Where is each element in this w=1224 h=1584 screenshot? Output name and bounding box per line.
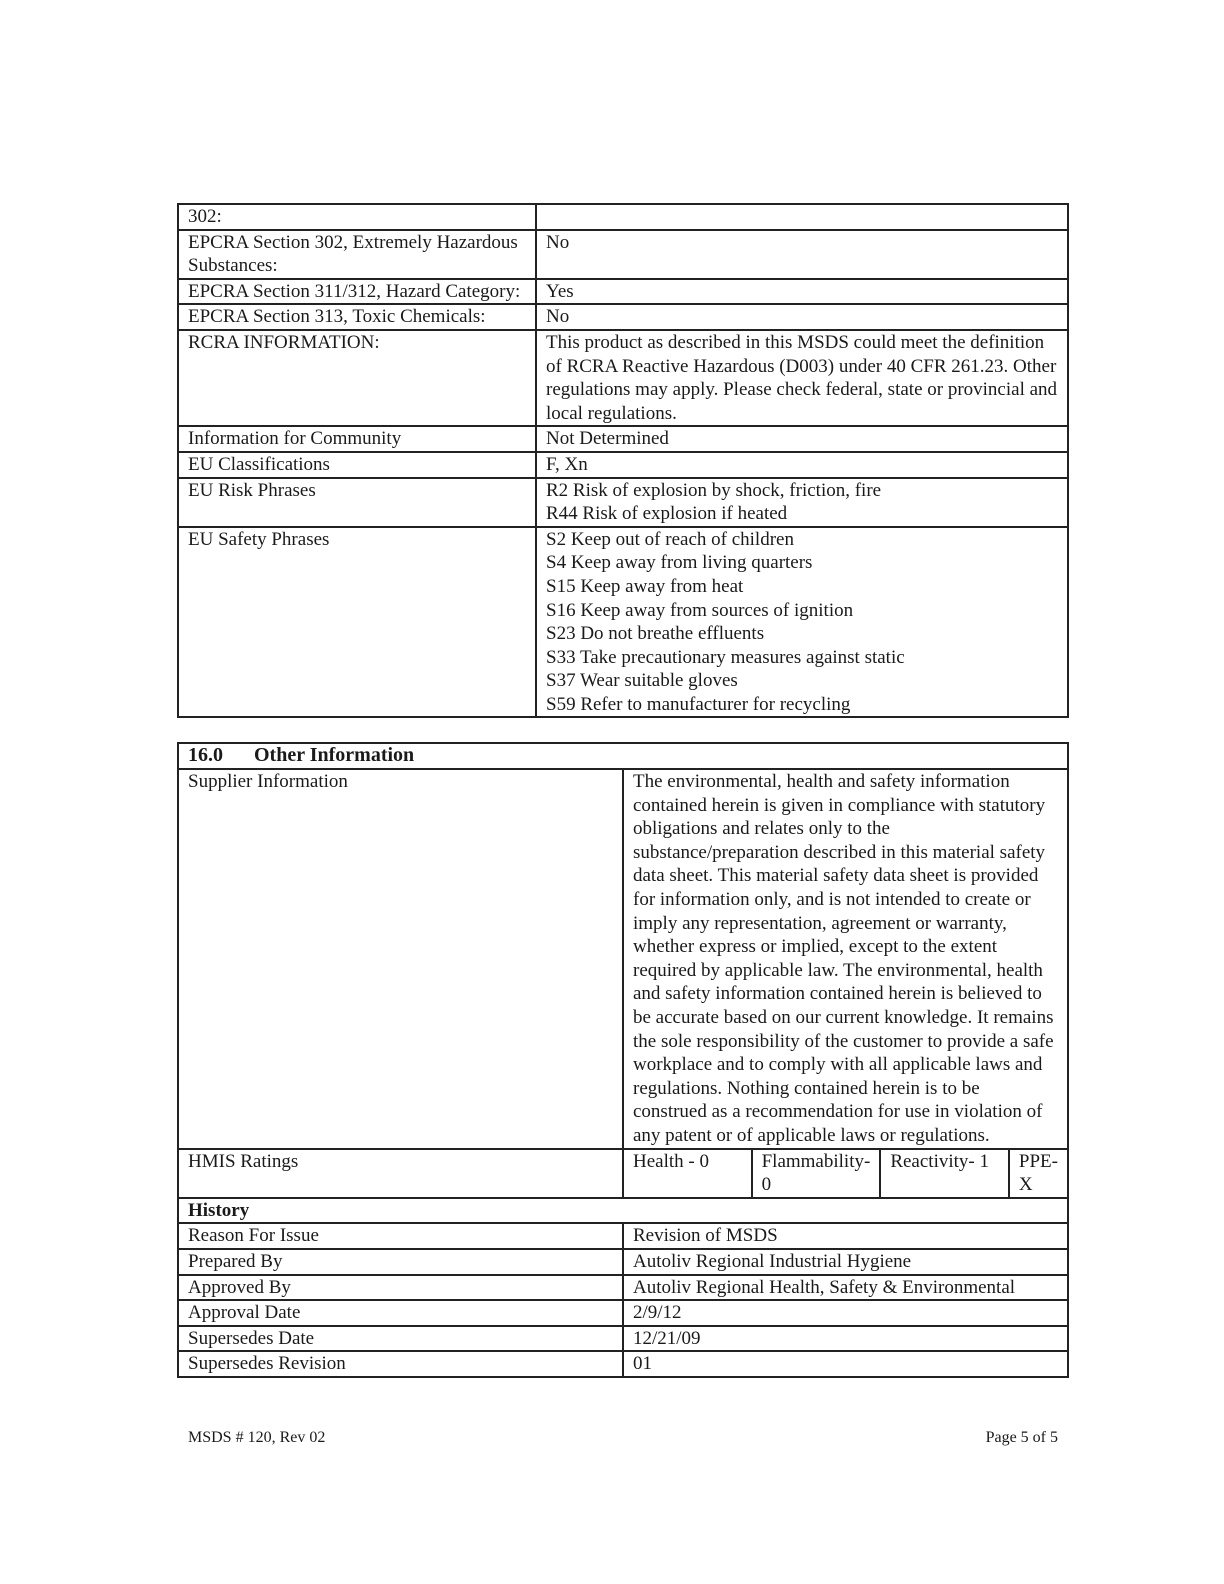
risk-phrases-label: EU Risk Phrases <box>178 478 536 527</box>
table-row <box>178 452 1068 478</box>
table-row <box>178 1223 1068 1249</box>
risk-phrase: R44 Risk of explosion if heated <box>546 503 788 525</box>
footer-page-number: Page 5 of 5 <box>985 1429 1058 1446</box>
table-row <box>178 426 1068 452</box>
row-label: Information for Community <box>178 426 536 452</box>
table-row <box>178 1351 1068 1377</box>
other-information-table <box>177 742 1069 1377</box>
table-row <box>178 304 1068 330</box>
safety-phrase: S15 Keep away from heat <box>546 575 744 597</box>
table-row <box>178 527 1068 718</box>
regulatory-table <box>177 203 1069 718</box>
history-label: Approved By <box>178 1275 623 1301</box>
history-label: Supersedes Revision <box>178 1351 623 1377</box>
row-label: EPCRA Section 313, Toxic Chemicals: <box>178 304 536 330</box>
history-value: 12/21/09 <box>623 1326 1068 1352</box>
hmis-reactivity: Reactivity- 1 <box>879 1150 1008 1197</box>
table-row <box>178 1149 1068 1198</box>
hmis-flammability: Flammability- 0 <box>751 1150 880 1197</box>
row-value: F, Xn <box>536 452 1068 478</box>
safety-phrases-label: EU Safety Phrases <box>178 527 536 718</box>
table-row <box>178 1300 1068 1326</box>
supplier-text: The environmental, health and safety information contained herein is given in compliance with statutory obligations and relates only to the substance/preparation described in this material safety data sheet. This material safety data sheet is provided for information only, and is not intended to create or imply any representation, agreement or warranty, whether express or implied, except to the extent required by applicable law. The environmental, health and safety information contained herein is believed to be accurate based on our current knowledge. It remains the sole responsibility of the customer to provide a safe workplace and to comply with all applicable laws and regulations. Nothing contained herein is to be construed as a recommendation for use in violation of any patent or of applicable laws or regulations. <box>623 769 1068 1149</box>
history-header-row <box>178 1198 1068 1224</box>
safety-phrase: S16 Keep away from sources of ignition <box>546 599 854 621</box>
row-value: Yes <box>536 279 1068 305</box>
safety-phrase: S59 Refer to manufacturer for recycling <box>546 693 851 715</box>
row-value: No <box>536 230 1068 279</box>
row-label: RCRA INFORMATION: <box>178 330 536 426</box>
row-label: EPCRA Section 311/312, Hazard Category: <box>178 279 536 305</box>
safety-phrases-list <box>536 527 1068 718</box>
section-number: 16.0 <box>188 744 223 767</box>
section-title: Other Information <box>254 744 415 767</box>
row-label: 302: <box>178 204 536 230</box>
table-row <box>178 1249 1068 1275</box>
safety-phrase: S2 Keep out of reach of children <box>546 528 794 550</box>
section-header-row <box>178 743 1068 769</box>
table-row <box>178 204 1068 230</box>
table-row <box>178 1326 1068 1352</box>
rcra-text: This product as described in this MSDS could meet the definition of RCRA Reactive Hazardous (D003) under 40 CFR 261.23. Other regulations may apply. Please check federal, state or provincial and local regulations. <box>536 330 1068 426</box>
history-value: 2/9/12 <box>623 1300 1068 1326</box>
footer-doc-id: MSDS # 120, Rev 02 <box>188 1429 326 1446</box>
row-value: Not Determined <box>536 426 1068 452</box>
hmis-health: Health - 0 <box>633 1150 709 1172</box>
section-heading <box>178 743 1068 769</box>
table-row <box>178 330 1068 426</box>
hmis-ratings <box>623 1149 1068 1198</box>
hmis-ppe: PPE- X <box>1008 1150 1067 1197</box>
document-body <box>177 203 1069 1378</box>
row-value: No <box>536 304 1068 330</box>
table-row <box>178 230 1068 279</box>
history-value: Autoliv Regional Health, Safety & Environmental <box>623 1275 1068 1301</box>
history-label: Prepared By <box>178 1249 623 1275</box>
history-value: 01 <box>623 1351 1068 1377</box>
row-label: EU Classifications <box>178 452 536 478</box>
row-value <box>536 204 1068 230</box>
history-value: Autoliv Regional Industrial Hygiene <box>623 1249 1068 1275</box>
safety-phrase: S4 Keep away from living quarters <box>546 552 813 574</box>
history-heading: History <box>178 1198 1068 1224</box>
history-label: Supersedes Date <box>178 1326 623 1352</box>
supplier-label: Supplier Information <box>178 769 623 1149</box>
risk-phrase: R2 Risk of explosion by shock, friction, fire <box>546 479 882 501</box>
history-label: Approval Date <box>178 1300 623 1326</box>
safety-phrase: S23 Do not breathe effluents <box>546 623 765 645</box>
history-label: Reason For Issue <box>178 1223 623 1249</box>
table-row <box>178 279 1068 305</box>
table-row <box>178 769 1068 1149</box>
hmis-label: HMIS Ratings <box>178 1149 623 1198</box>
row-label: EPCRA Section 302, Extremely Hazardous Substances: <box>178 230 536 279</box>
table-row <box>178 478 1068 527</box>
safety-phrase: S37 Wear suitable gloves <box>546 670 738 692</box>
table-row <box>178 1275 1068 1301</box>
risk-phrases-list <box>536 478 1068 527</box>
safety-phrase: S33 Take precautionary measures against static <box>546 646 905 668</box>
history-value: Revision of MSDS <box>623 1223 1068 1249</box>
